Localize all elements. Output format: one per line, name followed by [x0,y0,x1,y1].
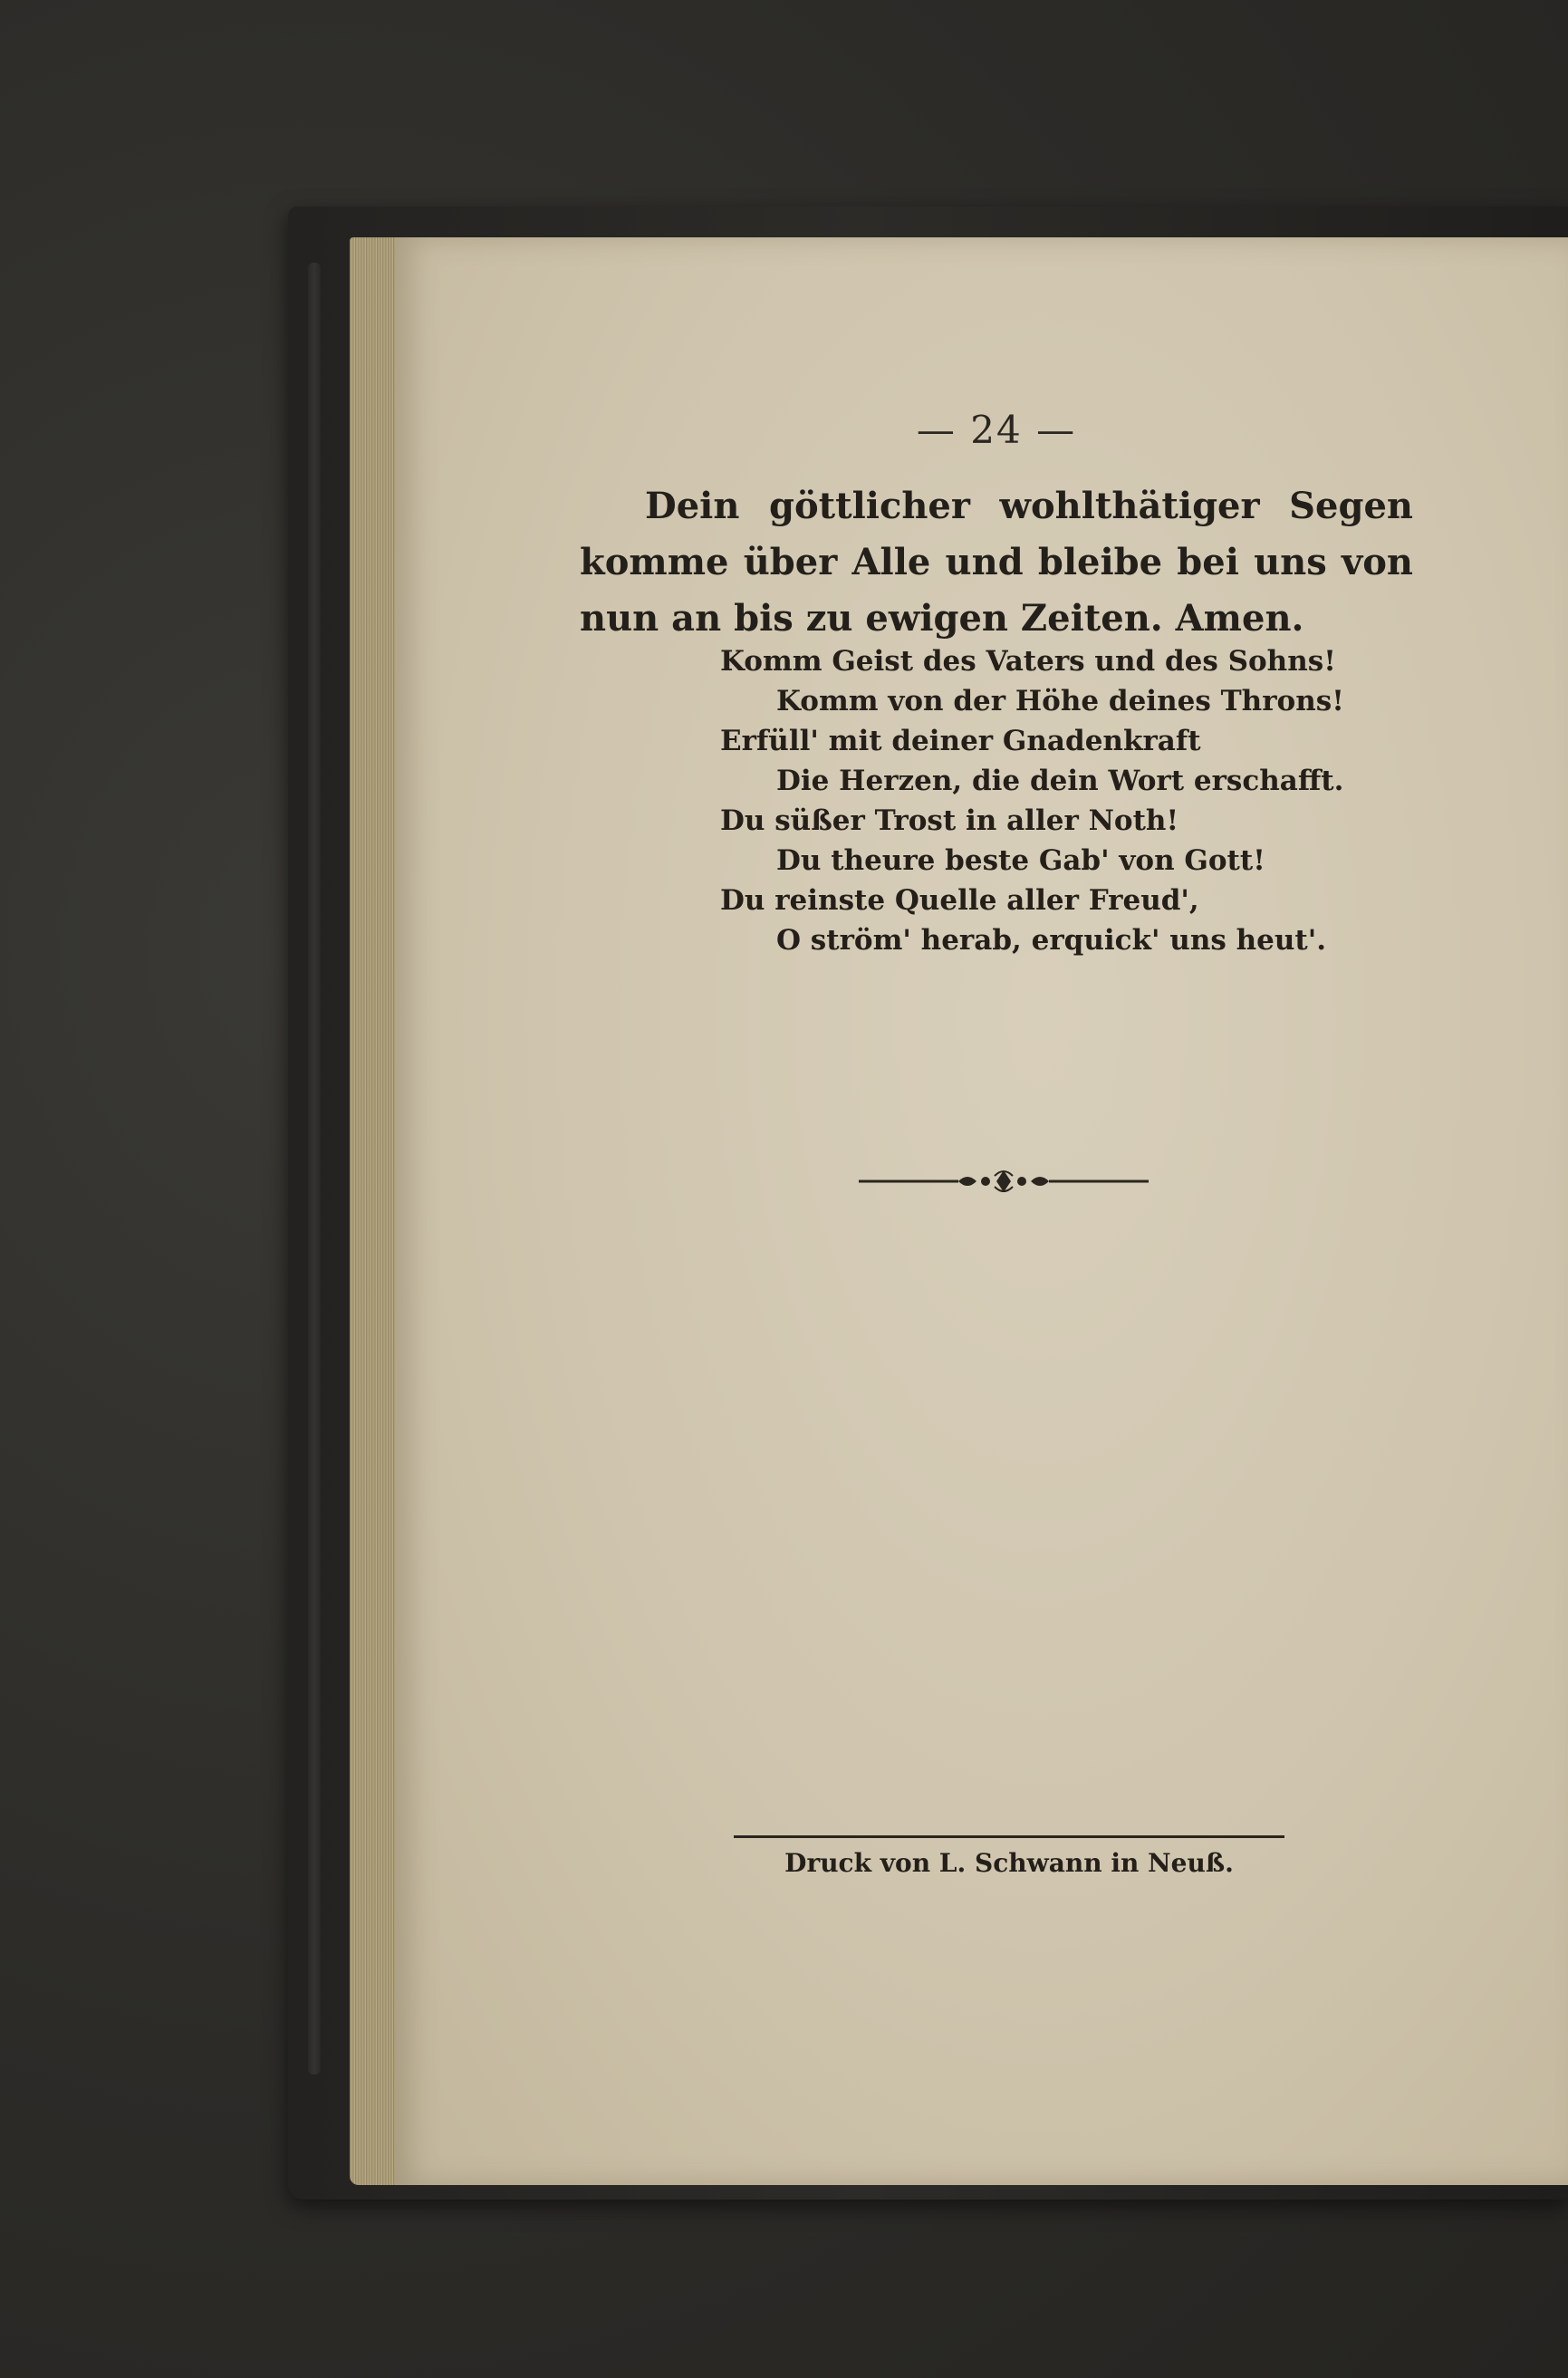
verse-line: Erfüll' mit deiner Gnadenkraft [720,725,1201,757]
prose-paragraph: Dein göttlicher wohlthätiger Segen komme über Alle und bleibe bei uns von nun an bis zu ewigen Zeiten. Amen. [580,485,1413,640]
verse-line: Du reinste Quelle aller Freud', [720,884,1199,917]
verse-line: Die Herzen, die dein Wort erschafft. [776,765,1344,797]
verse-line: O ström' herab, erquick' uns heut'. [776,924,1327,957]
page-number: — 24 — [916,408,1077,452]
ornament-divider-icon [859,1163,1149,1199]
verse-line: Du süßer Trost in aller Noth! [720,804,1179,837]
verse-line: Komm Geist des Vaters und des Sohns! [720,645,1336,678]
hymn-verse [720,641,1445,960]
footer-rule [734,1835,1284,1838]
printer-imprint: Druck von L. Schwann in Neuß. [784,1848,1234,1878]
verse-line: Komm von der Höhe deines Throns! [776,685,1344,717]
verse-line: Du theure beste Gab' von Gott! [776,844,1265,877]
book-spine [308,263,321,2075]
